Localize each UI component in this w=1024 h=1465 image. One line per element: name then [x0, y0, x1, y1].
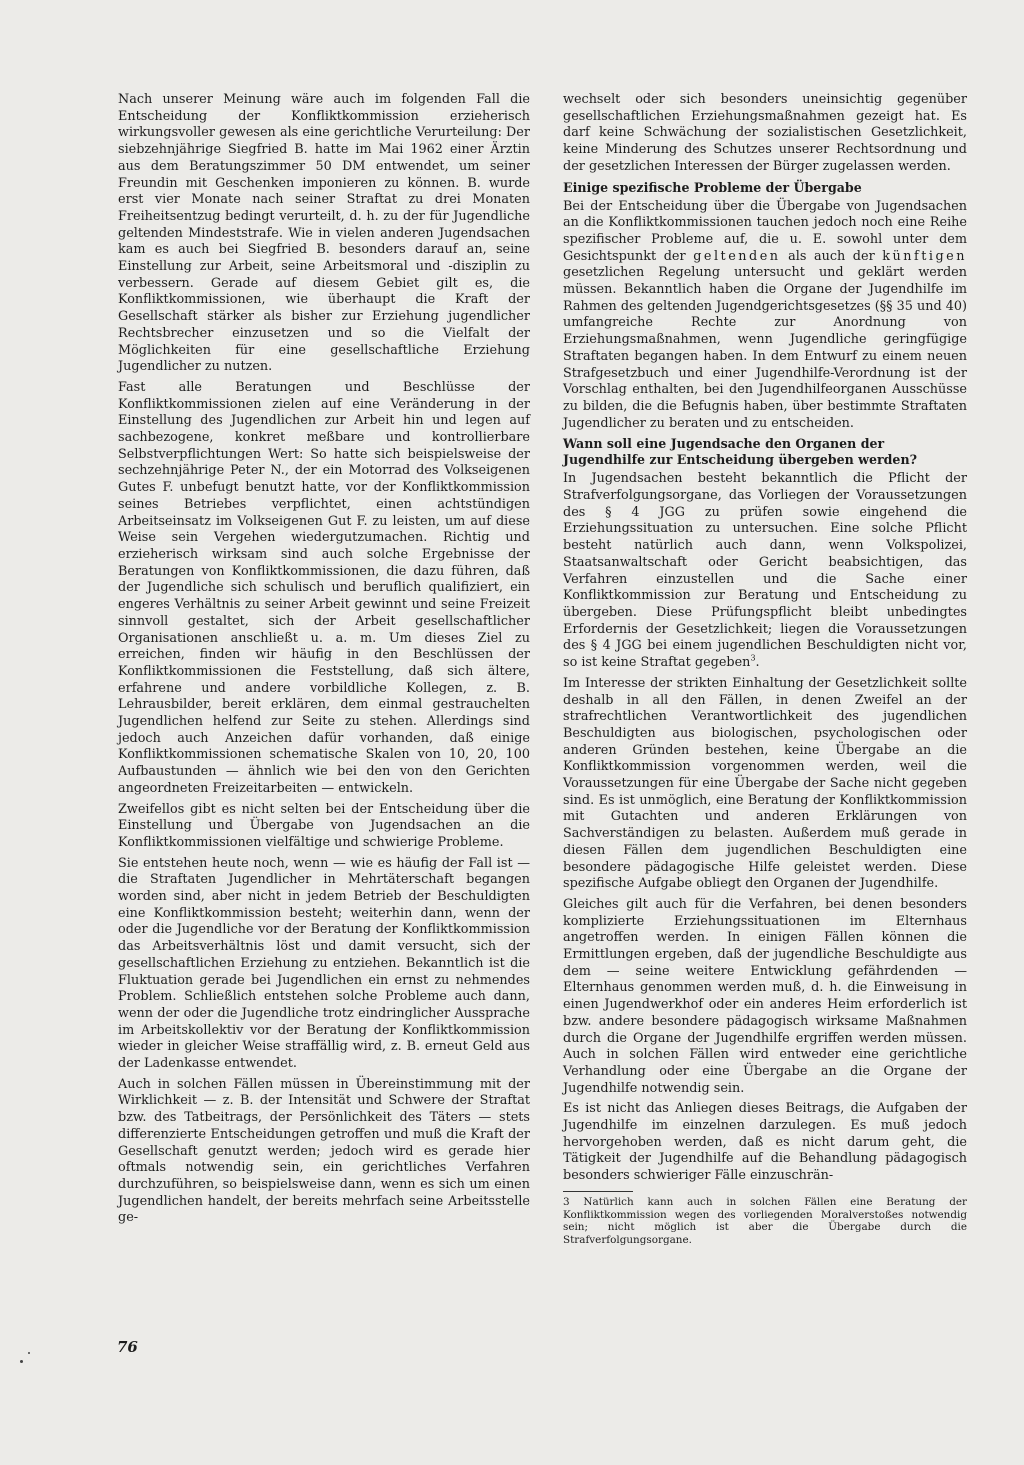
paragraph: wechselt oder sich besonders uneinsichtig gegenüber gesellschaftlichen Erziehungsmaßnahmen gezeigt hat. Es darf keine Schwächung der sozialistischen Gesetzlichkeit, keine Minderung des Schutzes unserer Rechtsordnung und der gesetzlichen Interessen der Bürger zugelassen werden. — [563, 92, 967, 174]
paragraph: Nach unserer Meinung wäre auch im folgenden Fall die Entscheidung der Konfliktkommission erzieherisch wirkungsvoller gewesen als eine gerichtliche Verurteilung: Der siebzehnjährige Siegfried B. hatte im Mai 1962 einer Ärztin aus dem Beratungszimmer 50 DM entwendet, um seiner Freundin mit Geschenken imponieren zu können. B. wurde erst vier Monate nach seiner Straftat zu drei Monaten Freiheitsentzug bedingt verurteilt, d. h. zu der für Jugendliche geltenden Mindeststrafe. Wie in vielen anderen Jugendsachen kam es auch bei Siegfried B. besonders darauf an, seine Einstellung zur Arbeit, seine Arbeitsmoral und -disziplin zu verbessern. Gerade auf diesem Gebiet gilt es, die Konfliktkommissionen, wie überhaupt die Kraft der Gesellschaft stärker als bisher zur Erziehung jugendlicher Rechtsbrecher einzusetzen und so die Vielfalt der Möglichkeiten für eine gesellschaftliche Erziehung Jugendlicher zu nutzen. — [118, 92, 530, 375]
page-number: 76 — [117, 1338, 138, 1356]
text-run: Bei der Entscheidung über die Übergabe von Jugendsachen an die Konfliktkommissionen tauchen jedoch noch eine Reihe spezifischer Probleme auf, die u. E. sowohl unter dem Gesichtspunkt der — [563, 198, 967, 264]
spaced-emphasis: geltenden — [693, 248, 781, 264]
paragraph: Gleiches gilt auch für die Verfahren, bei denen besonders komplizierte Erziehungssituationen im Elternhaus angetroffen werden. In einigen Fällen können die Ermittlungen ergeben, daß der jugendliche Beschuldigte aus dem — seine weitere Entwicklung gefährdenden — Elternhaus genommen werden muß, d. h. die Einweisung in einen Jugendwerkhof oder ein anderes Heim erforderlich ist bzw. andere besondere pädagogisch wirksame Maßnahmen durch die Organe der Jugendhilfe ergriffen werden müssen. Auch in solchen Fällen wird entweder eine gerichtliche Verhandlung oder eine Übergabe an die Organe der Jugendhilfe notwendig sein. — [563, 896, 967, 1096]
paragraph: Sie entstehen heute noch, wenn — wie es häufig der Fall ist — die Straftaten Jugendlicher in Mehrtäterschaft begangen worden sind, aber nicht in jedem Betrieb der Beschuldigten eine Konfliktkommission besteht; weiterhin dann, wenn der oder die Jugendliche vor der Beratung der Konfliktkommission das Arbeitsverhältnis löst und damit versucht, sich der gesellschaftlichen Erziehung zu entziehen. Bekanntlich ist die Fluktuation gerade bei Jugendlichen ein ernst zu nehmendes Problem. Schließlich entstehen solche Probleme auch dann, wenn der oder die Jugendliche trotz eindringlicher Aussprache im Arbeitskollektiv vor der Beratung der Konfliktkommission wieder in gleicher Weise straffällig wird, z. B. erneut Geld aus der Ladenkasse entwendet. — [118, 855, 530, 1072]
text-run: als auch der — [780, 248, 883, 264]
section-heading: Einige spezifische Probleme der Übergabe — [563, 179, 862, 195]
paragraph: Auch in solchen Fällen müssen in Übereinstimmung mit der Wirklichkeit — z. B. der Intensität und Schwere der Straftat bzw. des Tatbeitrags, der Persönlichkeit des Täters — stets differenzierte Entscheidungen getroffen und muß die Kraft der Gesellschaft genutzt werden; jedoch wird es gerade hier oftmals notwendig sein, ein gerichtliches Verfahren durchzuführen, so beispielsweise dann, wenn es sich um einen Jugendlichen handelt, der bereits mehrfach seine Arbeitsstelle ge- — [118, 1076, 530, 1226]
left-column — [118, 92, 530, 1231]
paragraph: Zweifellos gibt es nicht selten bei der Entscheidung über die Einstellung und Übergabe von Jugendsachen an die Konfliktkommissionen vielfältige und schwierige Probleme. — [118, 801, 530, 850]
section-heading: Wann soll eine Jugendsache den Organen der Jugendhilfe zur Entscheidung übergeben werden? — [563, 436, 917, 468]
text-run: gesetzlichen Regelung untersucht und geklärt werden müssen. Bekanntlich haben die Organe der Jugendhilfe im Rahmen des geltenden Jugendgerichtsgesetzes (§§ 35 und 40) umfangreiche Rechte zur Anordnung von Erziehungsmaßnahmen, wenn Jugendliche geringfügige Straftaten begangen haben. In dem Entwurf zu einem neuen Strafgesetzbuch und einer Jugendhilfe-Verordnung ist der Vorschlag enthalten, bei den Jugendhilfeorganen Ausschüsse zu bilden, die die Befugnis haben, über bestimmte Straftaten Jugendlicher zu beraten und zu entscheiden. — [563, 265, 967, 431]
text-run: In Jugendsachen besteht bekanntlich die Pflicht der Strafverfolgungsorgane, das Vorliegen der Voraussetzungen des § 4 JGG zu prüfen sowie eingehend die Erziehungssituation zu untersuchen. Eine solche Pflicht besteht natürlich auch dann, wenn Volkspolizei, Staatsanwaltschaft oder Gericht beabsichtigen, das Verfahren einzustellen und die Sache einer Konfliktkommission zur Beratung und Entscheidung zu übergeben. Diese Prüfungspflicht bleibt unbedingtes Erfordernis der Gesetzlichkeit; liegen die Voraussetzungen des § 4 JGG bei einem jugendlichen Beschuldigten nicht vor, so ist keine Straftat gegeben — [563, 471, 967, 671]
right-column — [563, 92, 967, 1247]
footnote-divider — [563, 1191, 633, 1192]
footnote-ref: 3 — [750, 653, 756, 663]
paragraph: Fast alle Beratungen und Beschlüsse der Konfliktkommissionen zielen auf eine Veränderung in der Einstellung des Jugendlichen zur Arbeit hin und legen auf sachbezogene, konkret meßbare und kontrollierbare Selbstverpflichtungen Wert: So hatte sich beispielsweise der sechzehnjährige Peter N., der ein Motorrad des Volkseigenen Gutes F. unbefugt benutzt hatte, vor der Konfliktkommission seines Betriebes verpflichtet, einen achtstündigen Arbeitseinsatz im Volkseigenen Gut F. zu leisten, um auf diese Weise sein Vergehen wiedergutzumachen. Richtig und erzieherisch wirksam sind auch solche Ergebnisse der Beratungen von Konfliktkommissionen, die dazu führen, daß der Jugendliche sich schulisch und beruflich qualifiziert, ein engeres Verhältnis zu seiner Arbeit gewinnt und seine Freizeit sinnvoll gestaltet, sich der Arbeit gesellschaftlicher Organisationen anschließt u. a. m. Um dieses Ziel zu erreichen, finden wir häufig in den Beschlüssen der Konfliktkommissionen die Feststellung, daß sich ältere, erfahrene und andere vorbildliche Kollegen, z. B. Lehrausbilder, bereit erklären, dem einmal gestrauchelten Jugendlichen helfend zur Seite zu stehen. Allerdings sind jedoch auch Anzeichen dafür vorhanden, daß einige Konfliktkommissionen schematische Skalen von 10, 20, 100 Aufbaustunden — ähnlich wie bei den von den Gerichten angeordneten Freizeitarbeiten — entwickeln. — [118, 379, 530, 796]
paragraph: Es ist nicht das Anliegen dieses Beitrags, die Aufgaben der Jugendhilfe im einzelnen darzulegen. Es muß jedoch hervorgehoben werden, daß es nicht darum geht, die Tätigkeit der Jugendhilfe auf die Behandlung pädagogisch besonders schwieriger Fälle einzuschrän- — [563, 1101, 967, 1184]
paragraph — [563, 471, 967, 671]
scan-speck — [28, 1352, 30, 1354]
spaced-emphasis: künftigen — [882, 248, 967, 264]
footnote: 3 Natürlich kann auch in solchen Fällen eine Beratung der Konfliktkommission wegen des vorliegenden Moralverstoßes notwendig sein; nicht möglich ist aber die Übergabe durch die Strafverfolgungsorgane. — [563, 1195, 967, 1247]
paragraph: Im Interesse der strikten Einhaltung der Gesetzlichkeit sollte deshalb in all den Fällen, in denen Zweifel an der strafrechtlichen Verantwortlichkeit des jugendlichen Beschuldigten aus biologischen, psychologischen oder anderen Gründen bestehen, keine Übergabe an die Konfliktkommission vorgenommen werden, weil die Voraussetzungen für eine Übergabe der Sache nicht gegeben sind. Es ist unmöglich, eine Beratung der Konfliktkommission mit Gutachten und anderen Erklärungen von Sachverständigen zu belasten. Außerdem muß gerade in diesen Fällen dem jugendlichen Beschuldigten eine besondere pädagogische Hilfe geleistet werden. Diese spezifische Aufgabe obliegt den Organen der Jugendhilfe. — [563, 675, 967, 892]
paragraph — [563, 199, 967, 433]
text-run: . — [755, 655, 760, 671]
scan-speck — [20, 1360, 23, 1363]
